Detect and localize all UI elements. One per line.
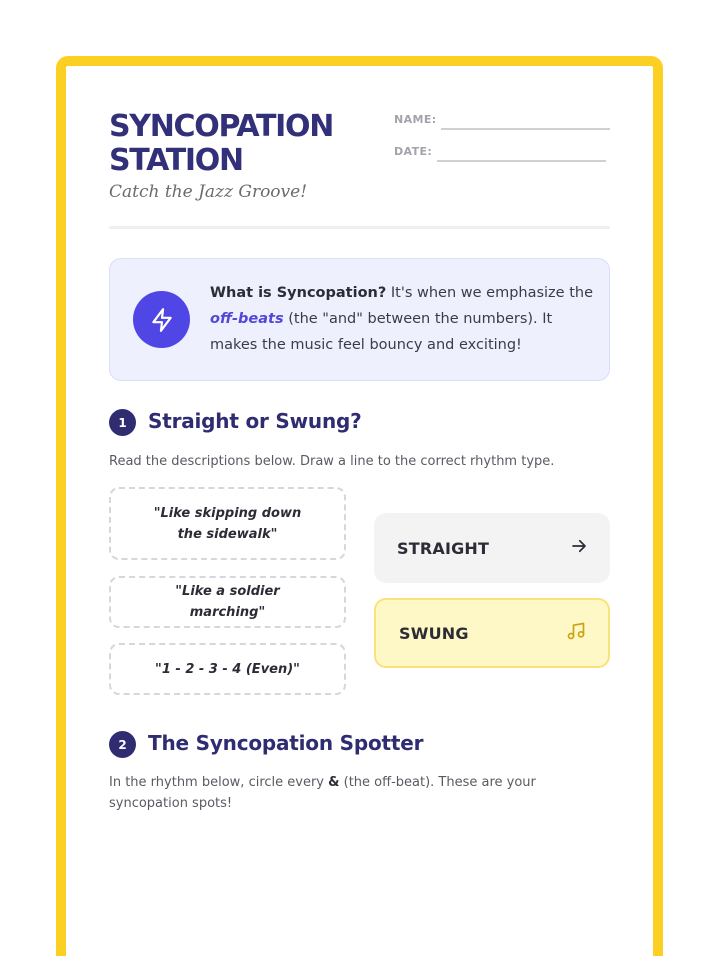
description-card[interactable] bbox=[109, 643, 346, 695]
name-field[interactable] bbox=[441, 128, 610, 130]
info-lead: What is Syncopation? bbox=[210, 285, 387, 301]
option-swung[interactable] bbox=[374, 598, 610, 668]
info-emphasis: off-beats bbox=[210, 311, 284, 327]
music-note-icon bbox=[566, 621, 586, 645]
description-text: "Like skipping down the sidewalk" bbox=[153, 505, 302, 542]
option-straight[interactable] bbox=[374, 513, 610, 583]
date-label: DATE: bbox=[394, 145, 433, 158]
instr-part: (the off-beat). These are your syncopation spots! bbox=[109, 775, 536, 811]
instr-part: In the rhythm below, circle every bbox=[109, 775, 329, 790]
description-card[interactable] bbox=[109, 487, 346, 560]
description-card[interactable] bbox=[109, 576, 346, 628]
section1-instructions: Read the descriptions below. Draw a line to the correct rhythm type. bbox=[109, 454, 555, 469]
lightning-icon bbox=[133, 291, 190, 348]
description-text: "1 - 2 - 3 - 4 (Even)" bbox=[155, 661, 300, 677]
arrow-right-icon bbox=[570, 537, 588, 559]
page-subtitle: Catch the Jazz Groove! bbox=[109, 182, 308, 202]
ampersand-highlight: & bbox=[328, 775, 340, 790]
option-label: SWUNG bbox=[399, 623, 469, 643]
description-text: "Like a soldier marching" bbox=[175, 584, 280, 620]
section-title-1: Straight or Swung? bbox=[148, 409, 362, 433]
page-title: SYNCOPATION STATION bbox=[109, 109, 334, 178]
section-title-2: The Syncopation Spotter bbox=[148, 731, 424, 755]
option-label: STRAIGHT bbox=[397, 538, 490, 558]
section-number-2: 2 bbox=[109, 731, 136, 758]
info-text-part: It's when we emphasize the bbox=[386, 285, 593, 301]
section-number-1: 1 bbox=[109, 409, 136, 436]
header-divider bbox=[109, 226, 610, 229]
info-text bbox=[210, 280, 595, 358]
info-box bbox=[109, 258, 610, 381]
date-field[interactable] bbox=[437, 160, 606, 162]
section2-instructions bbox=[109, 772, 609, 814]
info-text-part: (the "and" between the numbers). It makes the music feel bouncy and exciting! bbox=[210, 311, 553, 353]
name-label: NAME: bbox=[394, 113, 437, 126]
